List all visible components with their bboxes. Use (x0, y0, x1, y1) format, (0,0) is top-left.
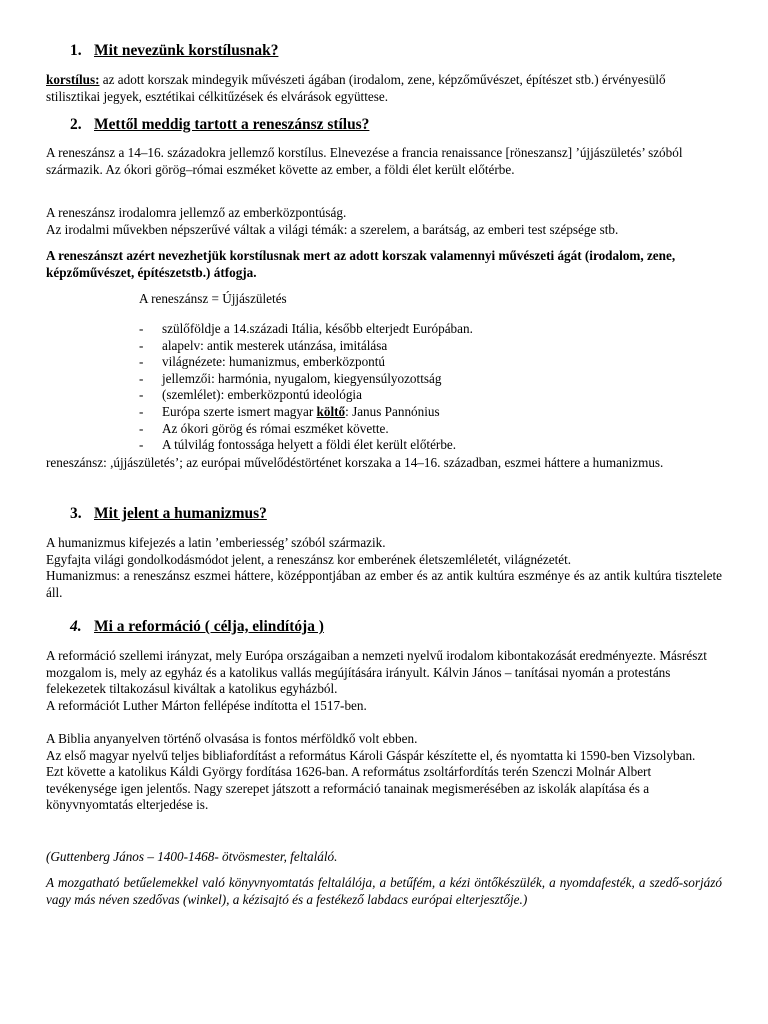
term-korstilus: korstílus: (46, 72, 100, 87)
heading-2-title: Mettől meddig tartott a reneszánsz stílus? (94, 116, 370, 133)
humanizmus-text (46, 535, 722, 601)
bullet-item: - (szemlélet): emberközpontú ideológia (139, 387, 362, 403)
reneszansz-summary (46, 455, 722, 472)
reformacio-luther-text: A reformációt Luther Márton fellépése indította el 1517-ben. (46, 697, 367, 713)
dash-icon: - (139, 403, 144, 419)
dash-icon: - (139, 354, 144, 370)
heading-2 (70, 117, 369, 134)
humanizmus-line-1: A humanizmus kifejezés a latin ’emberiesség’ szóból származik. (46, 535, 386, 550)
heading-3-title: Mit jelent a humanizmus? (94, 505, 267, 522)
reneszansz-bold-statement (46, 248, 722, 281)
reneszansz-bold-statement-text: A reneszánszt azért nevezhetjük korstílusnak mert az adott korszak valamennyi művészeti ágát (irodalom, zene, képzőművészet, építészetstb.) átfogja. (46, 248, 676, 280)
reformacio-biblia-text: A Biblia anyanyelven történő olvasása is fontos mérföldkő volt ebben. (46, 731, 418, 746)
reformacio-karoli-text: Az első magyar nyelvű teljes bibliafordítást a református Károli Gáspár készítette el, és nyomtatta ki 1590-ben Vizsolyban. (46, 747, 696, 763)
reformacio-paragraph-2 (46, 731, 722, 814)
bullet-item: - alapelv: antik mesterek utánzása, imitálása (139, 337, 388, 353)
reneszansz-bullet-list (139, 321, 699, 454)
korstilus-definition-text: az adott korszak mindegyik művészeti ágában (irodalom, zene, képzőművészet, építészet stb.) érvényesülő stilisztikai jegyek, esztétikai célkitűzések és elvárások együttese. (46, 72, 666, 104)
heading-4 (70, 619, 324, 636)
guttenberg-note-body-text: A mozgatható betűelemekkel való könyvnyomtatás feltalálója, a betűfém, a kézi öntőkészülék, a nyomdafesték, a szedő-sorjázó vagy más néven szedővas (winkel), a kézisajtó és a festékező labdacs európai elterjesztője.) (46, 875, 722, 907)
guttenberg-note-title-text: (Guttenberg János – 1400-1468- ötvösmester, feltaláló. (46, 849, 338, 864)
humanizmus-line-3: Humanizmus: a reneszánsz eszmei háttere, középpontjában az ember és az antik kultúra eszménye és az antik kultúra tisztelete áll. (46, 568, 722, 600)
heading-4-title: Mi a reformáció ( célja, elindítója ) (94, 618, 324, 635)
bullet-item: - Az ókori görög és római eszméket követte. (139, 420, 389, 436)
dash-icon: - (139, 337, 144, 353)
heading-1 (70, 43, 278, 60)
reformacio-kaldi-text: Ezt követte a katolikus Káldi György fordítása 1626-ban. A református zsoltárfordítás terén Szenczi Molnár Albert tevékenysége igen jelentős. Nagy szerepet játszott a reformáció tanainak megismerésében az iskolák alapítása és a könyvnyomtatás elterjedése is. (46, 764, 652, 813)
bullet-item: - szülőföldje a 14.századi Itália, később elterjedt Európában. (139, 321, 473, 336)
reformacio-intro-text: A reformáció szellemi irányzat, mely Európa országaiban a nemzeti nyelvű irodalom kibontakozását eredményezte. Másrészt mozgalom is, mely az egyház és a katolikus vallás megújítására irányult. Kálvin János – tanításai nyomán a protestáns felekezetek tiltakozásul kiváltak a katolikus egyházból. (46, 648, 707, 697)
reneszansz-intro-text: A reneszánsz a 14–16. századokra jellemző korstílus. Elnevezése a francia renaissance [röneszansz] ’újjászületés’ szóból származik. Az ókori görög–római eszméket követte az ember, a földi élet került előtérbe. (46, 145, 683, 177)
bullet-item: - világnézete: humanizmus, emberközpontú (139, 354, 386, 370)
guttenberg-note-body (46, 875, 722, 908)
dash-icon: - (139, 321, 144, 336)
bullet-item-poet: - Európa szerte ismert magyar költő: Janus Pannónius (139, 403, 440, 419)
dash-icon: - (139, 387, 144, 403)
bullet-item: - jellemzői: harmónia, nyugalom, kiegyensúlyozottság (139, 370, 442, 386)
reneszansz-literature-line-2: Az irodalmi művekben népszerűvé váltak a világi témák: a szerelem, a barátság, az emberi test szépsége stb. (46, 221, 619, 237)
reneszansz-literature-line-1: A reneszánsz irodalomra jellemző az emberközpontúság. (46, 205, 347, 220)
term-kolto: költő (316, 403, 346, 419)
reneszansz-summary-text: reneszánsz: ,újjászületés’; az európai művelődéstörténet korszaka a 14–16. században, eszmei háttere a humanizmus. (46, 455, 664, 470)
reneszansz-intro (46, 145, 722, 178)
heading-1-number: 1. (70, 42, 82, 59)
heading-3-number: 3. (70, 505, 82, 522)
dash-icon: - (139, 437, 144, 453)
reneszansz-literature (46, 205, 722, 238)
reneszansz-equation: A reneszánsz = Újjászületés (139, 291, 287, 306)
heading-4-number: 4. (70, 618, 82, 635)
humanizmus-line-2: Egyfajta világi gondolkodásmódot jelent, a reneszánsz kor emberének életszemléletét, világnézetét. (46, 551, 572, 567)
guttenberg-note-title (46, 849, 722, 866)
bullet-item: - A túlvilág fontossága helyett a földi élet került előtérbe. (139, 437, 457, 453)
heading-2-number: 2. (70, 116, 82, 133)
heading-1-title: Mit nevezünk korstílusnak? (94, 42, 279, 59)
korstilus-definition (46, 72, 722, 105)
dash-icon: - (139, 370, 144, 386)
heading-3 (70, 506, 267, 523)
dash-icon: - (139, 420, 144, 436)
reformacio-paragraph-1 (46, 648, 722, 714)
